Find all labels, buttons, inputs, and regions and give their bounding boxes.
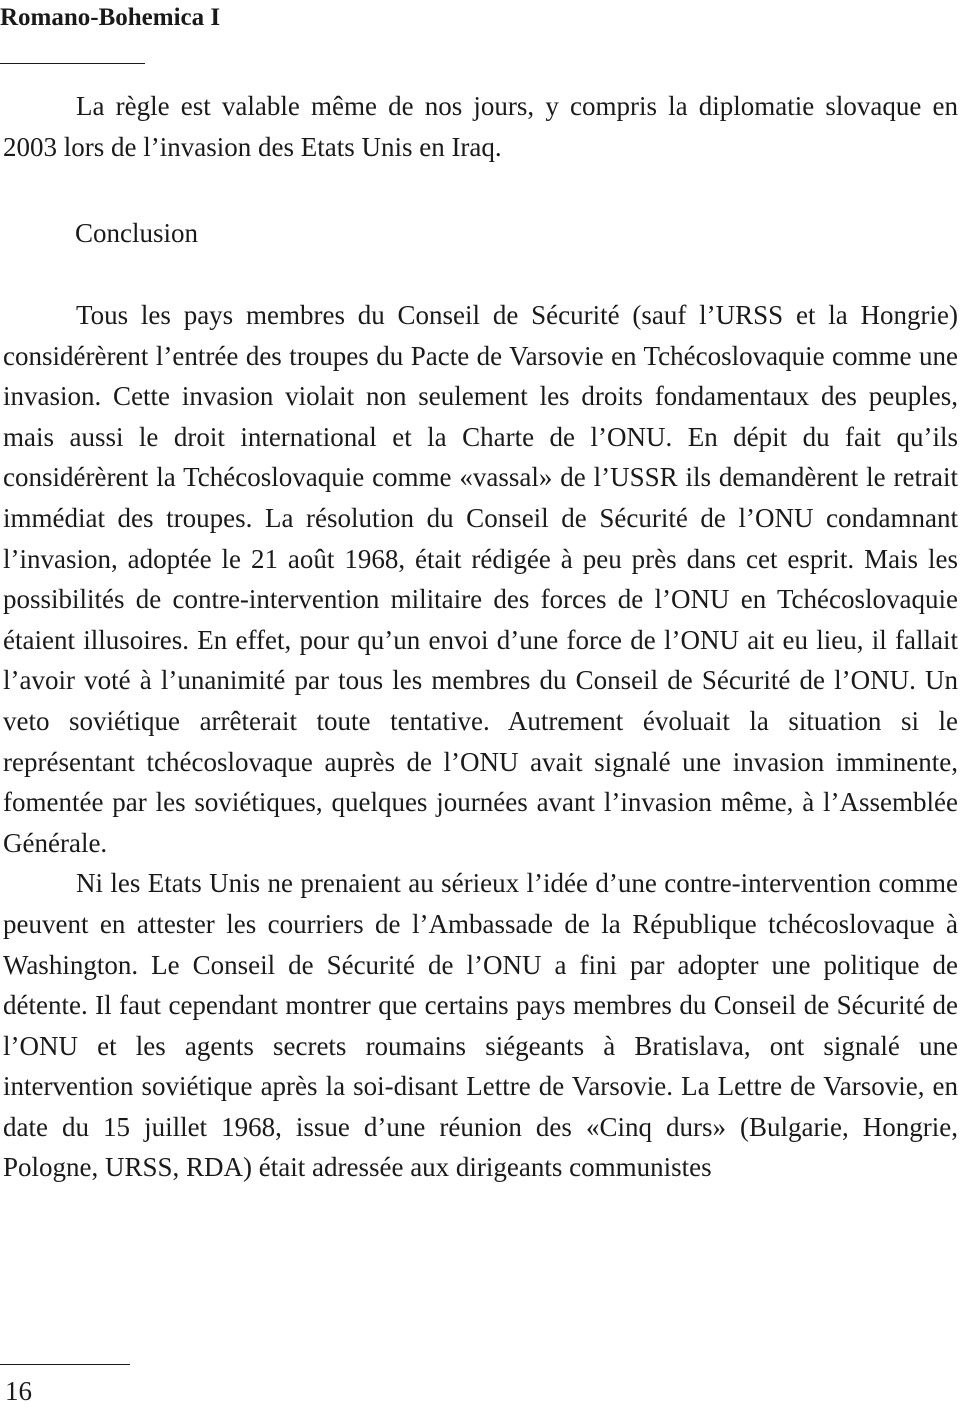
- body-paragraph: Ni les Etats Unis ne prenaient au sérieux l’idée d’une contre-intervention comme peuvent en attester les courriers de l’Ambassade de la République tchécoslovaque à Washington. Le Conseil de Sécurité de l’ONU a fini par adopter une politique de détente. Il faut cependant montrer que certains pays membres du Conseil de Sécurité de l’ONU et les agents secrets roumains siégeants à Bratislava, ont signalé une intervention soviétique après la soi-disant Lettre de Varsovie. La Lettre de Varsovie, en date du 15 juillet 1968, issue d’une réunion des «Cinq durs» (Bulgarie, Hongrie, Pologne, URSS, RDA) était adressée aux dirigeants communistes: [3, 868, 958, 1183]
- running-header-title: Romano-Bohemica I: [0, 4, 221, 31]
- section-heading: Conclusion: [75, 218, 199, 248]
- page-number: 16: [5, 1376, 32, 1406]
- header-rule: [0, 63, 145, 64]
- body-paragraph: Tous les pays membres du Conseil de Sécurité (sauf l’URSS et la Hongrie) considérèrent l’entrée des troupes du Pacte de Varsovie en Tchécoslovaquie comme une invasion. Cette invasion violait non seulement les droits fondamentaux des peuples, mais aussi le droit international et la Charte de l’ONU. En dépit du fait qu’ils considérèrent la Tchécoslovaquie comme «vassal» de l’USSR ils demandèrent le retrait immédiat des troupes. La résolution du Conseil de Sécurité de l’ONU condamnant l’invasion, adoptée le 21 août 1968, était rédigée à peu près dans cet esprit. Mais les possibilités de contre-intervention militaire des forces de l’ONU en Tchécoslovaquie étaient illusoires. En effet, pour qu’un envoi d’une force de l’ONU ait eu lieu, il fallait l’avoir voté à l’unanimité par tous les membres du Conseil de Sécurité de l’ONU. Un veto soviétique arrêterait toute tentative. Autrement évoluait la situation si le représentant tchécoslovaque auprès de l’ONU avait signalé une invasion imminente, fomentée par les soviétiques, quelques journées avant l’invasion même, à l’Assemblée Générale.: [3, 300, 958, 858]
- section-body: [3, 295, 958, 1188]
- intro-paragraph: La règle est valable même de nos jours, y compris la diplomatie slovaque en 2003 lors de l’invasion des Etats Unis en Iraq.: [3, 91, 958, 162]
- footnote-rule: [0, 1364, 130, 1365]
